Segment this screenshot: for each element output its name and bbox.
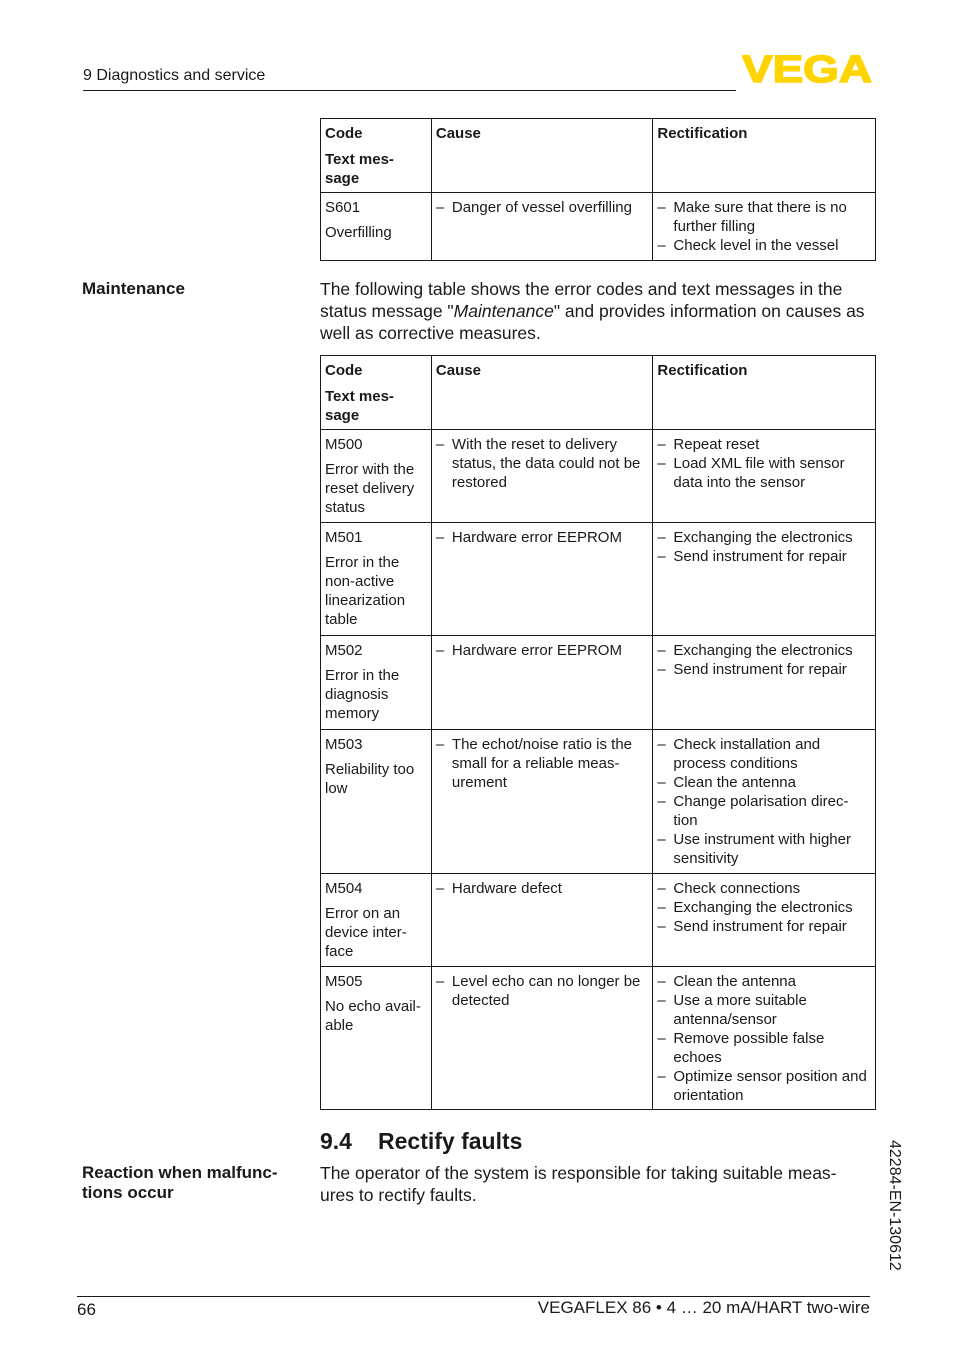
header-rectification: Rectification <box>653 356 876 430</box>
rectification-item: – Check connections <box>657 879 870 898</box>
rectification-item: – Check installation and process conditions <box>657 735 870 773</box>
rectification-cell <box>653 874 876 967</box>
error-message: Reliability too low <box>325 761 415 797</box>
rectification-cell <box>653 430 876 523</box>
intro-text-part: The following table shows the error codes and text messages in the status message " <box>320 279 843 321</box>
rectification-item: – Send instrument for repair <box>657 917 870 936</box>
rectification-item: – Exchanging the electronics <box>657 898 870 917</box>
error-message: Error in the non-active linearization table <box>325 554 406 628</box>
rectification-item: – Exchanging the electronics <box>657 641 870 660</box>
error-message: Error with the reset delivery status <box>325 461 415 516</box>
code-cell <box>321 523 432 636</box>
table-row <box>321 874 876 967</box>
maintenance-intro <box>320 278 865 344</box>
section-number: 9.4 <box>320 1128 352 1154</box>
error-code: M500 <box>325 436 363 453</box>
header-cause: Cause <box>431 356 652 430</box>
header-text-message-label: Text mes- sage <box>325 151 394 187</box>
cause-item: – Hardware error EEPROM <box>436 528 647 547</box>
document-id-text: 42284-EN-130612 <box>886 1140 903 1271</box>
table-row <box>321 967 876 1110</box>
rectification-item: – Clean the antenna <box>657 972 870 991</box>
header-text-message-label: Text mes- sage <box>325 388 394 424</box>
cause-cell-list <box>436 879 647 898</box>
section-heading <box>320 1128 522 1155</box>
page-number: 66 <box>77 1300 96 1319</box>
error-table-top <box>320 118 876 261</box>
rectification-cell <box>653 636 876 730</box>
rectification-cell-list <box>657 435 870 492</box>
rectification-item: – Check level in the vessel <box>657 236 870 255</box>
table-row <box>321 730 876 874</box>
intro-emphasis: Maintenance <box>453 301 554 321</box>
cause-cell <box>431 523 652 636</box>
footer-rule <box>77 1296 870 1297</box>
code-cell <box>321 636 432 730</box>
table-header-row <box>321 356 876 430</box>
document-id <box>879 1140 903 1290</box>
rectification-cell-list <box>657 879 870 936</box>
error-code: M505 <box>325 973 363 990</box>
cause-cell-list <box>436 528 647 547</box>
rectification-item: – Repeat reset <box>657 435 870 454</box>
table-row <box>321 193 876 261</box>
cause-cell <box>431 730 652 874</box>
error-message: No echo avail-able <box>325 998 421 1034</box>
section-title: Rectify faults <box>378 1128 523 1154</box>
rectification-cell <box>653 730 876 874</box>
rectification-item: – Use a more suitable antenna/sensor <box>657 991 870 1029</box>
cause-cell-list <box>436 198 648 217</box>
product-name: VEGAFLEX 86 • 4 … 20 mA/HART two-wire <box>537 1298 870 1317</box>
cause-item: – Level echo can no longer be detected <box>436 972 647 1010</box>
cause-item: – With the reset to delivery status, the data could not be restored <box>436 435 647 492</box>
cause-item: – Hardware defect <box>436 879 647 898</box>
rectification-item: – Send instrument for repair <box>657 547 870 566</box>
rectification-cell-list <box>657 198 870 255</box>
cause-cell <box>431 430 652 523</box>
code-cell <box>321 874 432 967</box>
error-code: M501 <box>325 529 363 546</box>
error-message: Error on an device inter-face <box>325 905 407 960</box>
cause-item: – Hardware error EEPROM <box>436 641 647 660</box>
reaction-text: The operator of the system is responsible for taking suitable meas-ures to rectify faults. <box>320 1163 837 1205</box>
rectification-item: – Change polarisation direc-tion <box>657 792 870 830</box>
rectification-item: – Make sure that there is no further filling <box>657 198 870 236</box>
rectification-cell <box>653 967 876 1110</box>
error-code: S601 <box>325 199 361 216</box>
table-row <box>321 430 876 523</box>
vega-logo <box>742 52 872 84</box>
code-cell <box>321 967 432 1110</box>
error-code: M504 <box>325 880 363 897</box>
cause-cell-list <box>436 435 647 492</box>
code-cell <box>321 430 432 523</box>
error-table-maintenance <box>320 355 876 1110</box>
cause-cell <box>431 636 652 730</box>
error-code: M503 <box>325 736 363 753</box>
header-rule <box>83 90 736 91</box>
rectification-item: – Exchanging the electronics <box>657 528 870 547</box>
table-header-row <box>321 119 876 193</box>
rectification-item: – Clean the antenna <box>657 773 870 792</box>
header-code <box>321 119 432 193</box>
error-message: Error in the diagnosis memory <box>325 667 400 722</box>
table-row <box>321 636 876 730</box>
code-cell <box>321 730 432 874</box>
intro-text-part: " and provides information on causes as well as corrective measures. <box>320 301 865 343</box>
svg-text:VEGA: VEGA <box>742 52 872 84</box>
running-header: 9 Diagnostics and service <box>83 67 266 84</box>
code-cell <box>321 193 432 261</box>
cause-item: – The echot/noise ratio is the small for a reliable meas-urement <box>436 735 647 792</box>
error-code: M502 <box>325 642 363 659</box>
header-rectification: Rectification <box>653 119 876 193</box>
rectification-item: – Use instrument with higher sensitivity <box>657 830 870 868</box>
rectification-cell-list <box>657 972 870 1105</box>
rectification-cell-list <box>657 528 870 566</box>
maintenance-label: Maintenance <box>82 279 185 298</box>
rectification-cell <box>653 523 876 636</box>
header-code-label: Code <box>325 125 363 142</box>
cause-cell <box>431 967 652 1110</box>
table-row <box>321 523 876 636</box>
cause-cell-list <box>436 735 647 792</box>
reaction-label: Reaction when malfunc-tions occur <box>82 1163 278 1202</box>
rectification-item: – Optimize sensor position and orientation <box>657 1067 870 1105</box>
cause-cell-list <box>436 972 647 1010</box>
header-cause: Cause <box>431 119 653 193</box>
cause-cell <box>431 874 652 967</box>
header-code-label: Code <box>325 362 363 379</box>
error-message: Overfilling <box>325 224 392 241</box>
rectification-cell-list <box>657 641 870 679</box>
cause-cell-list <box>436 641 647 660</box>
cause-item: – Danger of vessel overfilling <box>436 198 648 217</box>
cause-cell <box>431 193 653 261</box>
rectification-item: – Send instrument for repair <box>657 660 870 679</box>
header-code <box>321 356 432 430</box>
rectification-cell <box>653 193 876 261</box>
rectification-item: – Load XML file with sensor data into the sensor <box>657 454 870 492</box>
rectification-item: – Remove possible false echoes <box>657 1029 870 1067</box>
rectification-cell-list <box>657 735 870 868</box>
